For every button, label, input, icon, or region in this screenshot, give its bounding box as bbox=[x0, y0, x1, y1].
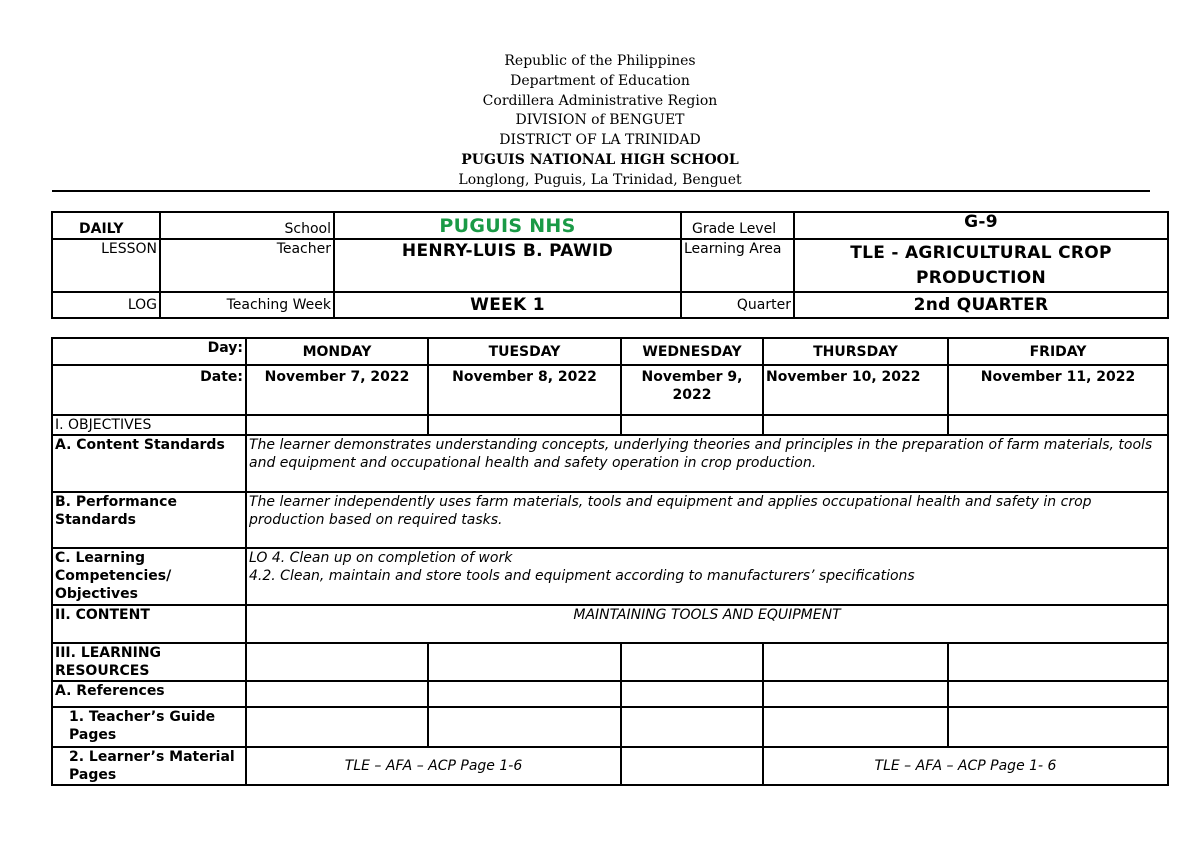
header-republic: Republic of the Philippines bbox=[504, 53, 696, 69]
empty-cell bbox=[948, 681, 1168, 707]
header-division: DIVISION of BENGUET bbox=[515, 112, 685, 129]
school-label: School bbox=[160, 212, 334, 239]
teaching-week-value: WEEK 1 bbox=[334, 292, 681, 318]
learning-resources-label: III. LEARNING RESOURCES bbox=[52, 643, 246, 681]
empty-cell bbox=[763, 415, 948, 435]
empty-cell bbox=[246, 681, 428, 707]
header-department: Department of Education bbox=[510, 72, 690, 89]
empty-cell bbox=[948, 415, 1168, 435]
lesson-plan-table bbox=[51, 337, 1169, 786]
empty-cell bbox=[763, 643, 948, 681]
header-district: DISTRICT OF LA TRINIDAD bbox=[499, 132, 701, 149]
dll-lesson: LESSON bbox=[52, 239, 160, 292]
document-header bbox=[0, 52, 1200, 191]
learning-area-label: Learning Area bbox=[681, 239, 794, 292]
empty-cell bbox=[621, 681, 763, 707]
dll-daily: DAILY bbox=[52, 212, 160, 239]
teacher-value: HENRY-LUIS B. PAWID bbox=[334, 239, 681, 292]
empty-cell bbox=[428, 707, 621, 747]
lm-thursday-friday: TLE – AFA – ACP Page 1- 6 bbox=[763, 747, 1168, 785]
empty-cell bbox=[621, 747, 763, 785]
empty-cell bbox=[246, 415, 428, 435]
date-label: Date: bbox=[52, 365, 246, 415]
day-tuesday: TUESDAY bbox=[428, 338, 621, 365]
day-monday: MONDAY bbox=[246, 338, 428, 365]
school-value: PUGUIS NHS bbox=[334, 212, 681, 239]
empty-cell bbox=[621, 643, 763, 681]
header-school: PUGUIS NATIONAL HIGH SCHOOL bbox=[461, 151, 739, 168]
header-region: Cordillera Administrative Region bbox=[482, 92, 718, 109]
competency-item: 4.2. Clean, maintain and store tools and equipment according to manufacturers’ specifications bbox=[249, 568, 915, 584]
empty-cell bbox=[948, 707, 1168, 747]
empty-cell bbox=[246, 643, 428, 681]
date-friday: November 11, 2022 bbox=[948, 365, 1168, 415]
header-address: Longlong, Puguis, La Trinidad, Benguet bbox=[458, 171, 742, 188]
date-tuesday: November 8, 2022 bbox=[428, 365, 621, 415]
quarter-label: Quarter bbox=[681, 292, 794, 318]
day-label: Day: bbox=[52, 338, 246, 365]
grade-level-value: G-9 bbox=[794, 212, 1168, 239]
references-label: A. References bbox=[52, 681, 246, 707]
date-monday: November 7, 2022 bbox=[246, 365, 428, 415]
header-divider bbox=[52, 190, 1150, 192]
day-friday: FRIDAY bbox=[948, 338, 1168, 365]
teaching-week-label: Teaching Week bbox=[160, 292, 334, 318]
content-text: MAINTAINING TOOLS AND EQUIPMENT bbox=[246, 605, 1168, 643]
empty-cell bbox=[428, 415, 621, 435]
lm-monday-tuesday: TLE – AFA – ACP Page 1-6 bbox=[246, 747, 621, 785]
quarter-value: 2nd QUARTER bbox=[794, 292, 1168, 318]
content-standards-label: A. Content Standards bbox=[52, 435, 246, 492]
performance-standards-label: B. Performance Standards bbox=[52, 492, 246, 548]
teachers-guide-text: 1. Teacher’s Guide Pages bbox=[69, 709, 216, 743]
competencies-label: C. Learning Competencies/ Objectives bbox=[52, 548, 246, 605]
grade-level-label: Grade Level bbox=[681, 212, 794, 239]
empty-cell bbox=[763, 681, 948, 707]
teacher-label: Teacher bbox=[160, 239, 334, 292]
info-table bbox=[51, 211, 1169, 319]
objectives-label: I. OBJECTIVES bbox=[52, 415, 246, 435]
empty-cell bbox=[428, 681, 621, 707]
dll-log: LOG bbox=[52, 292, 160, 318]
learning-area-value: TLE - AGRICULTURAL CROP PRODUCTION bbox=[794, 239, 1168, 292]
day-thursday: THURSDAY bbox=[763, 338, 948, 365]
performance-standards-text: The learner independently uses farm materials, tools and equipment and applies occupational health and safety in crop production based on required tasks. bbox=[246, 492, 1168, 548]
content-standards-text: The learner demonstrates understanding concepts, underlying theories and principles in the preparation of farm materials, tools and equipment and occupational health and safety operation in crop production. bbox=[246, 435, 1168, 492]
empty-cell bbox=[621, 707, 763, 747]
empty-cell bbox=[246, 707, 428, 747]
empty-cell bbox=[621, 415, 763, 435]
competencies-text bbox=[246, 548, 1168, 605]
learners-material-label bbox=[52, 747, 246, 785]
date-wednesday: November 9, 2022 bbox=[621, 365, 763, 415]
date-thursday: November 10, 2022 bbox=[763, 365, 948, 415]
content-label: II. CONTENT bbox=[52, 605, 246, 643]
teachers-guide-label bbox=[52, 707, 246, 747]
day-wednesday: WEDNESDAY bbox=[621, 338, 763, 365]
empty-cell bbox=[763, 707, 948, 747]
empty-cell bbox=[948, 643, 1168, 681]
empty-cell bbox=[428, 643, 621, 681]
learners-material-text: 2. Learner’s Material Pages bbox=[69, 749, 235, 783]
competency-lo: LO 4. Clean up on completion of work bbox=[249, 550, 513, 566]
